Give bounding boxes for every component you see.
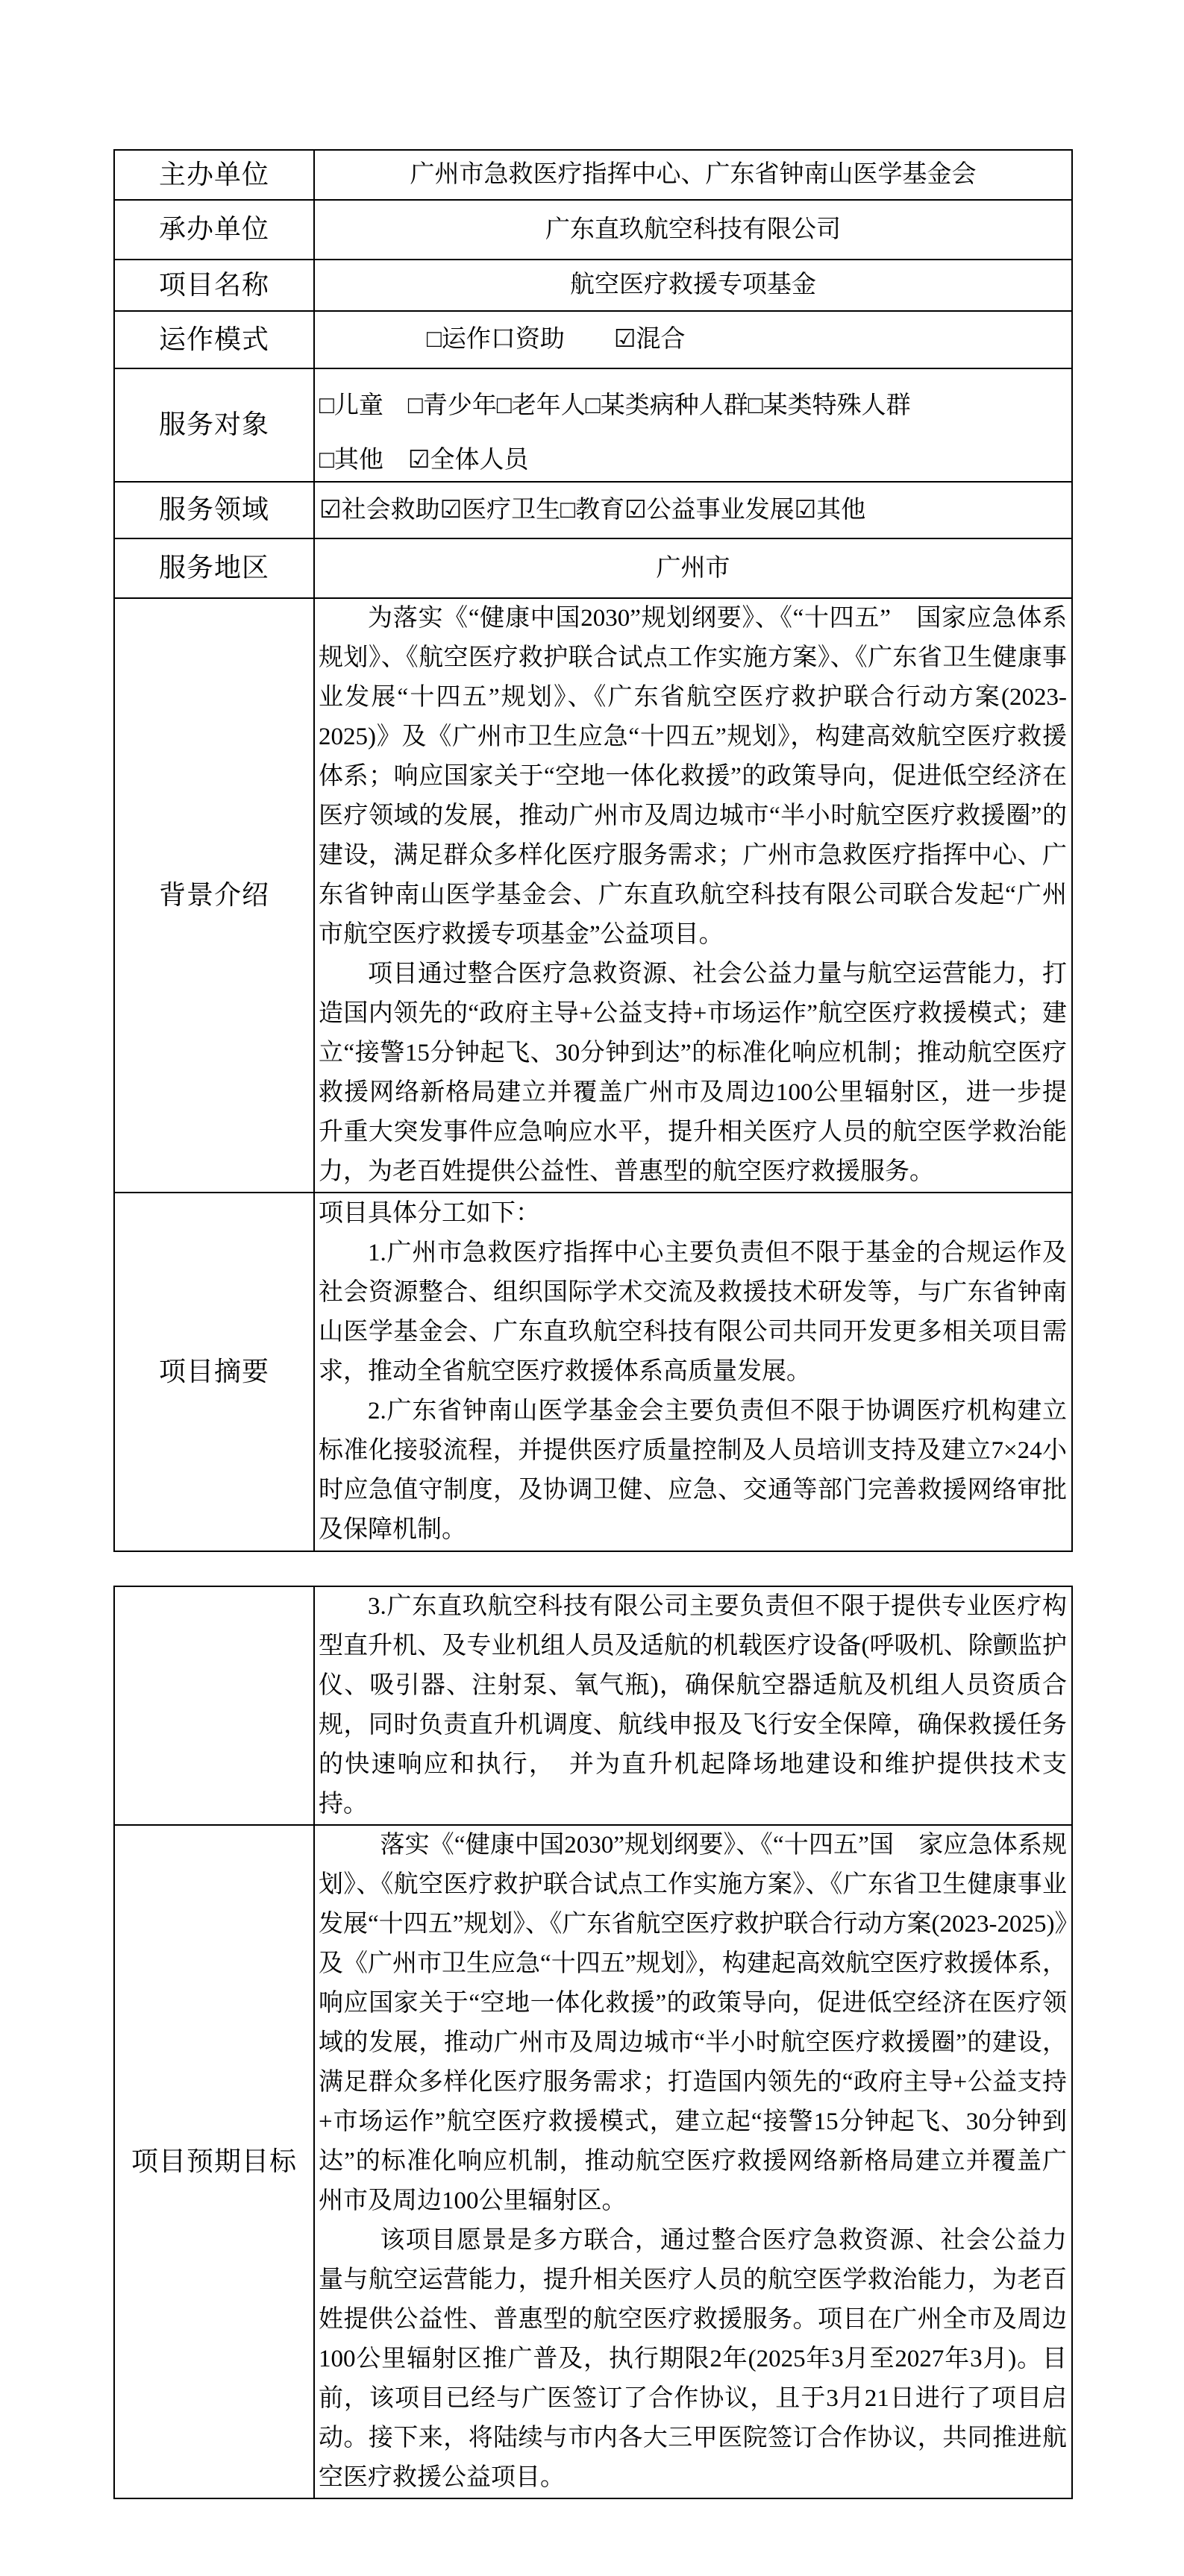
summary-continued-label (114, 1586, 314, 1825)
table-row (114, 538, 1072, 598)
goals-paragraph-1: 落实《“健康中国2030”规划纲要》、《“十四五”国 家应急体系规划》、《航空医疗救护联合试点工作实施方案》、《广东省卫生健康事业发展“十四五”规划》、《广东省航空医疗救护联合行动方案(2023-2025)》及《广州市卫生应急“十四五”规划》，构建起高效航空医疗救援体系，响应国家关于“空地一体化救援”的政策导向，促进低空经济在医疗领域的发展，推动广州市及周边城市“半小时航空医疗救援圈”的建设，满足群众多样化医疗服务需求；打造国内领先的“政府主导+公益支持+市场运作”航空医疗救援模式，建立起“接警15分钟起飞、30分钟到达”的标准化响应机制，推动航空医疗救援网络新格局建立并覆盖广州市及周边100公里辐射区。 (319, 1832, 1067, 2214)
expected-goals-text (314, 1825, 1072, 2498)
table-row (114, 1586, 1072, 1825)
table-row (114, 482, 1072, 538)
table-row (114, 150, 1072, 200)
service-area-label: 服务地区 (114, 538, 314, 598)
project-name-label: 项目名称 (114, 260, 314, 311)
organizer-unit-value: 广东直玖航空科技有限公司 (314, 200, 1072, 260)
table-row (114, 1193, 1072, 1551)
host-unit-value: 广州市急救医疗指挥中心、广东省钟南山医学基金会 (314, 150, 1072, 200)
table-row (114, 368, 1072, 482)
service-target-label: 服务对象 (114, 368, 314, 482)
background-intro-label: 背景介绍 (114, 598, 314, 1193)
operation-mode-checkboxes: □运作口资助 ☑混合 (314, 311, 1072, 368)
project-info-table-continued (113, 1586, 1073, 2499)
table-row (114, 598, 1072, 1193)
expected-goals-label: 项目预期目标 (114, 1825, 314, 2498)
service-target-line-2: □其他 ☑全体人员 (319, 447, 529, 474)
project-summary-text (314, 1193, 1072, 1551)
organizer-unit-label: 承办单位 (114, 200, 314, 260)
service-target-line-1: □儿童 □青少年□老年人□某类病种人群□某类特殊人群 (319, 392, 911, 419)
service-field-label: 服务领域 (114, 482, 314, 538)
table-row (114, 1825, 1072, 2498)
host-unit-label: 主办单位 (114, 150, 314, 200)
service-area-value: 广州市 (314, 538, 1072, 598)
background-intro-text (314, 598, 1072, 1193)
table-row (114, 311, 1072, 368)
project-info-table (113, 149, 1073, 1552)
service-target-checkboxes (314, 368, 1072, 482)
background-paragraph-2: 项目通过整合医疗急救资源、社会公益力量与航空运营能力，打造国内领先的“政府主导+公益支持+市场运作”航空医疗救援模式；建立“接警15分钟起飞、30分钟到达”的标准化响应机制；推动航空医疗救援网络新格局建立并覆盖广州市及周边100公里辐射区，进一步提升重大突发事件应急响应水平，提升相关医疗人员的航空医学救治能力，为老百姓提供公益性、普惠型的航空医疗救援服务。 (319, 961, 1067, 1185)
summary-paragraph-3: 2.广东省钟南山医学基金会主要负责但不限于协调医疗机构建立标准化接驳流程，并提供医疗质量控制及人员培训支持及建立7×24小时应急值守制度，及协调卫健、应急、交通等部门完善救援网络审批及保障机制。 (319, 1398, 1067, 1543)
goals-paragraph-2: 该项目愿景是多方联合，通过整合医疗急救资源、社会公益力量与航空运营能力，提升相关医疗人员的航空医学救治能力，为老百姓提供公益性、普惠型的航空医疗救援服务。项目在广州全市及周边100公里辐射区推广普及，执行期限2年(2025年3月至2027年3月)。目前，该项目已经与广医签订了合作协议，且于3月21日进行了项目启动。接下来，将陆续与市内各大三甲医院签订合作协议，共同推进航空医疗救援公益项目。 (319, 2227, 1067, 2491)
summary-continued-text (314, 1586, 1072, 1825)
summary-paragraph-1: 项目具体分工如下： (319, 1200, 540, 1227)
project-summary-label: 项目摘要 (114, 1193, 314, 1551)
summary-paragraph-2: 1.广州市急救医疗指挥中心主要负责但不限于基金的合规运作及社会资源整合、组织国际学术交流及救援技术研发等，与广东省钟南山医学基金会、广东直玖航空科技有限公司共同开发更多相关项目需求，推动全省航空医疗救援体系高质量发展。 (319, 1240, 1067, 1385)
service-field-checkboxes: ☑社会救助☑医疗卫生□教育☑公益事业发展☑其他 (314, 482, 1072, 538)
summary-paragraph-4: 3.广东直玖航空科技有限公司主要负责但不限于提供专业医疗构型直升机、及专业机组人员及适航的机载医疗设备(呼吸机、除颤监护仪、吸引器、注射泵、氧气瓶)，确保航空器适航及机组人员资质合规，同时负责直升机调度、航线申报及飞行安全保障，确保救援任务的快速响应和执行， 并为直升机起降场地建设和维护提供技术支持。 (319, 1593, 1067, 1818)
table-row (114, 260, 1072, 311)
background-paragraph-1: 为落实《“健康中国2030”规划纲要》、《“十四五” 国家应急体系规划》、《航空医疗救护联合试点工作实施方案》、《广东省卫生健康事业发展“十四五”规划》、《广东省航空医疗救护联合行动方案(2023-2025)》及《广州市卫生应急“十四五”规划》，构建高效航空医疗救援体系；响应国家关于“空地一体化救援”的政策导向，促进低空经济在医疗领域的发展，推动广州市及周边城市“半小时航空医疗救援圈”的建设，满足群众多样化医疗服务需求；广州市急救医疗指挥中心、广东省钟南山医学基金会、广东直玖航空科技有限公司联合发起“广州市航空医疗救援专项基金”公益项目。 (319, 605, 1067, 948)
table-row (114, 200, 1072, 260)
project-name-value: 航空医疗救援专项基金 (314, 260, 1072, 311)
operation-mode-label: 运作模式 (114, 311, 314, 368)
